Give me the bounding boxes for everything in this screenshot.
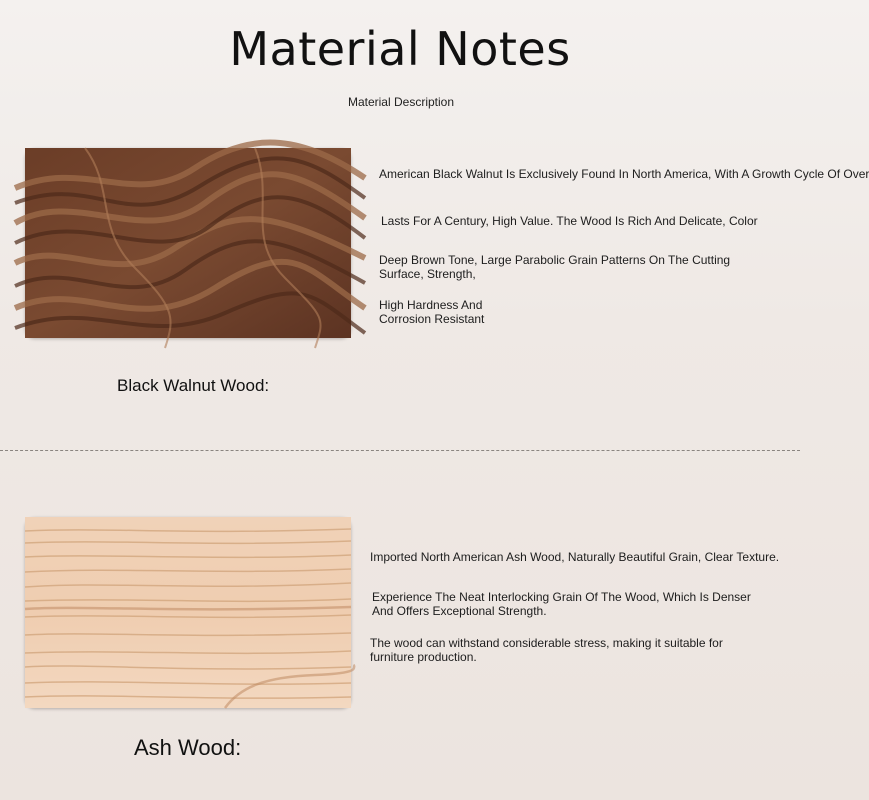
ash-description-2: Experience The Neat Interlocking Grain Of The Wood, Which Is Denser And Offers Exceptional Strength. — [372, 590, 751, 618]
ash-wood-swatch — [25, 517, 351, 708]
walnut-wood-label: Black Walnut Wood: — [117, 376, 270, 395]
walnut-wood-swatch — [25, 148, 351, 338]
page-subtitle: Material Description — [347, 95, 455, 109]
walnut-description-1: American Black Walnut Is Exclusively Found In North America, With A Growth Cycle Of Over — [379, 167, 869, 181]
walnut-description-4: High Hardness And Corrosion Resistant — [379, 298, 485, 326]
walnut-description-3: Deep Brown Tone, Large Parabolic Grain Patterns On The Cutting Surface, Strength, — [379, 253, 731, 281]
section-divider — [0, 450, 800, 451]
ash-description-1: Imported North American Ash Wood, Naturally Beautiful Grain, Clear Texture. — [370, 550, 780, 564]
walnut-description-2: Lasts For A Century, High Value. The Wood Is Rich And Delicate, Color — [381, 214, 758, 228]
ash-wood-label: Ash Wood: — [134, 735, 242, 760]
page-title: Material Notes — [229, 22, 571, 76]
ash-description-3: The wood can withstand considerable stress, making it suitable for furniture production. — [370, 636, 723, 664]
